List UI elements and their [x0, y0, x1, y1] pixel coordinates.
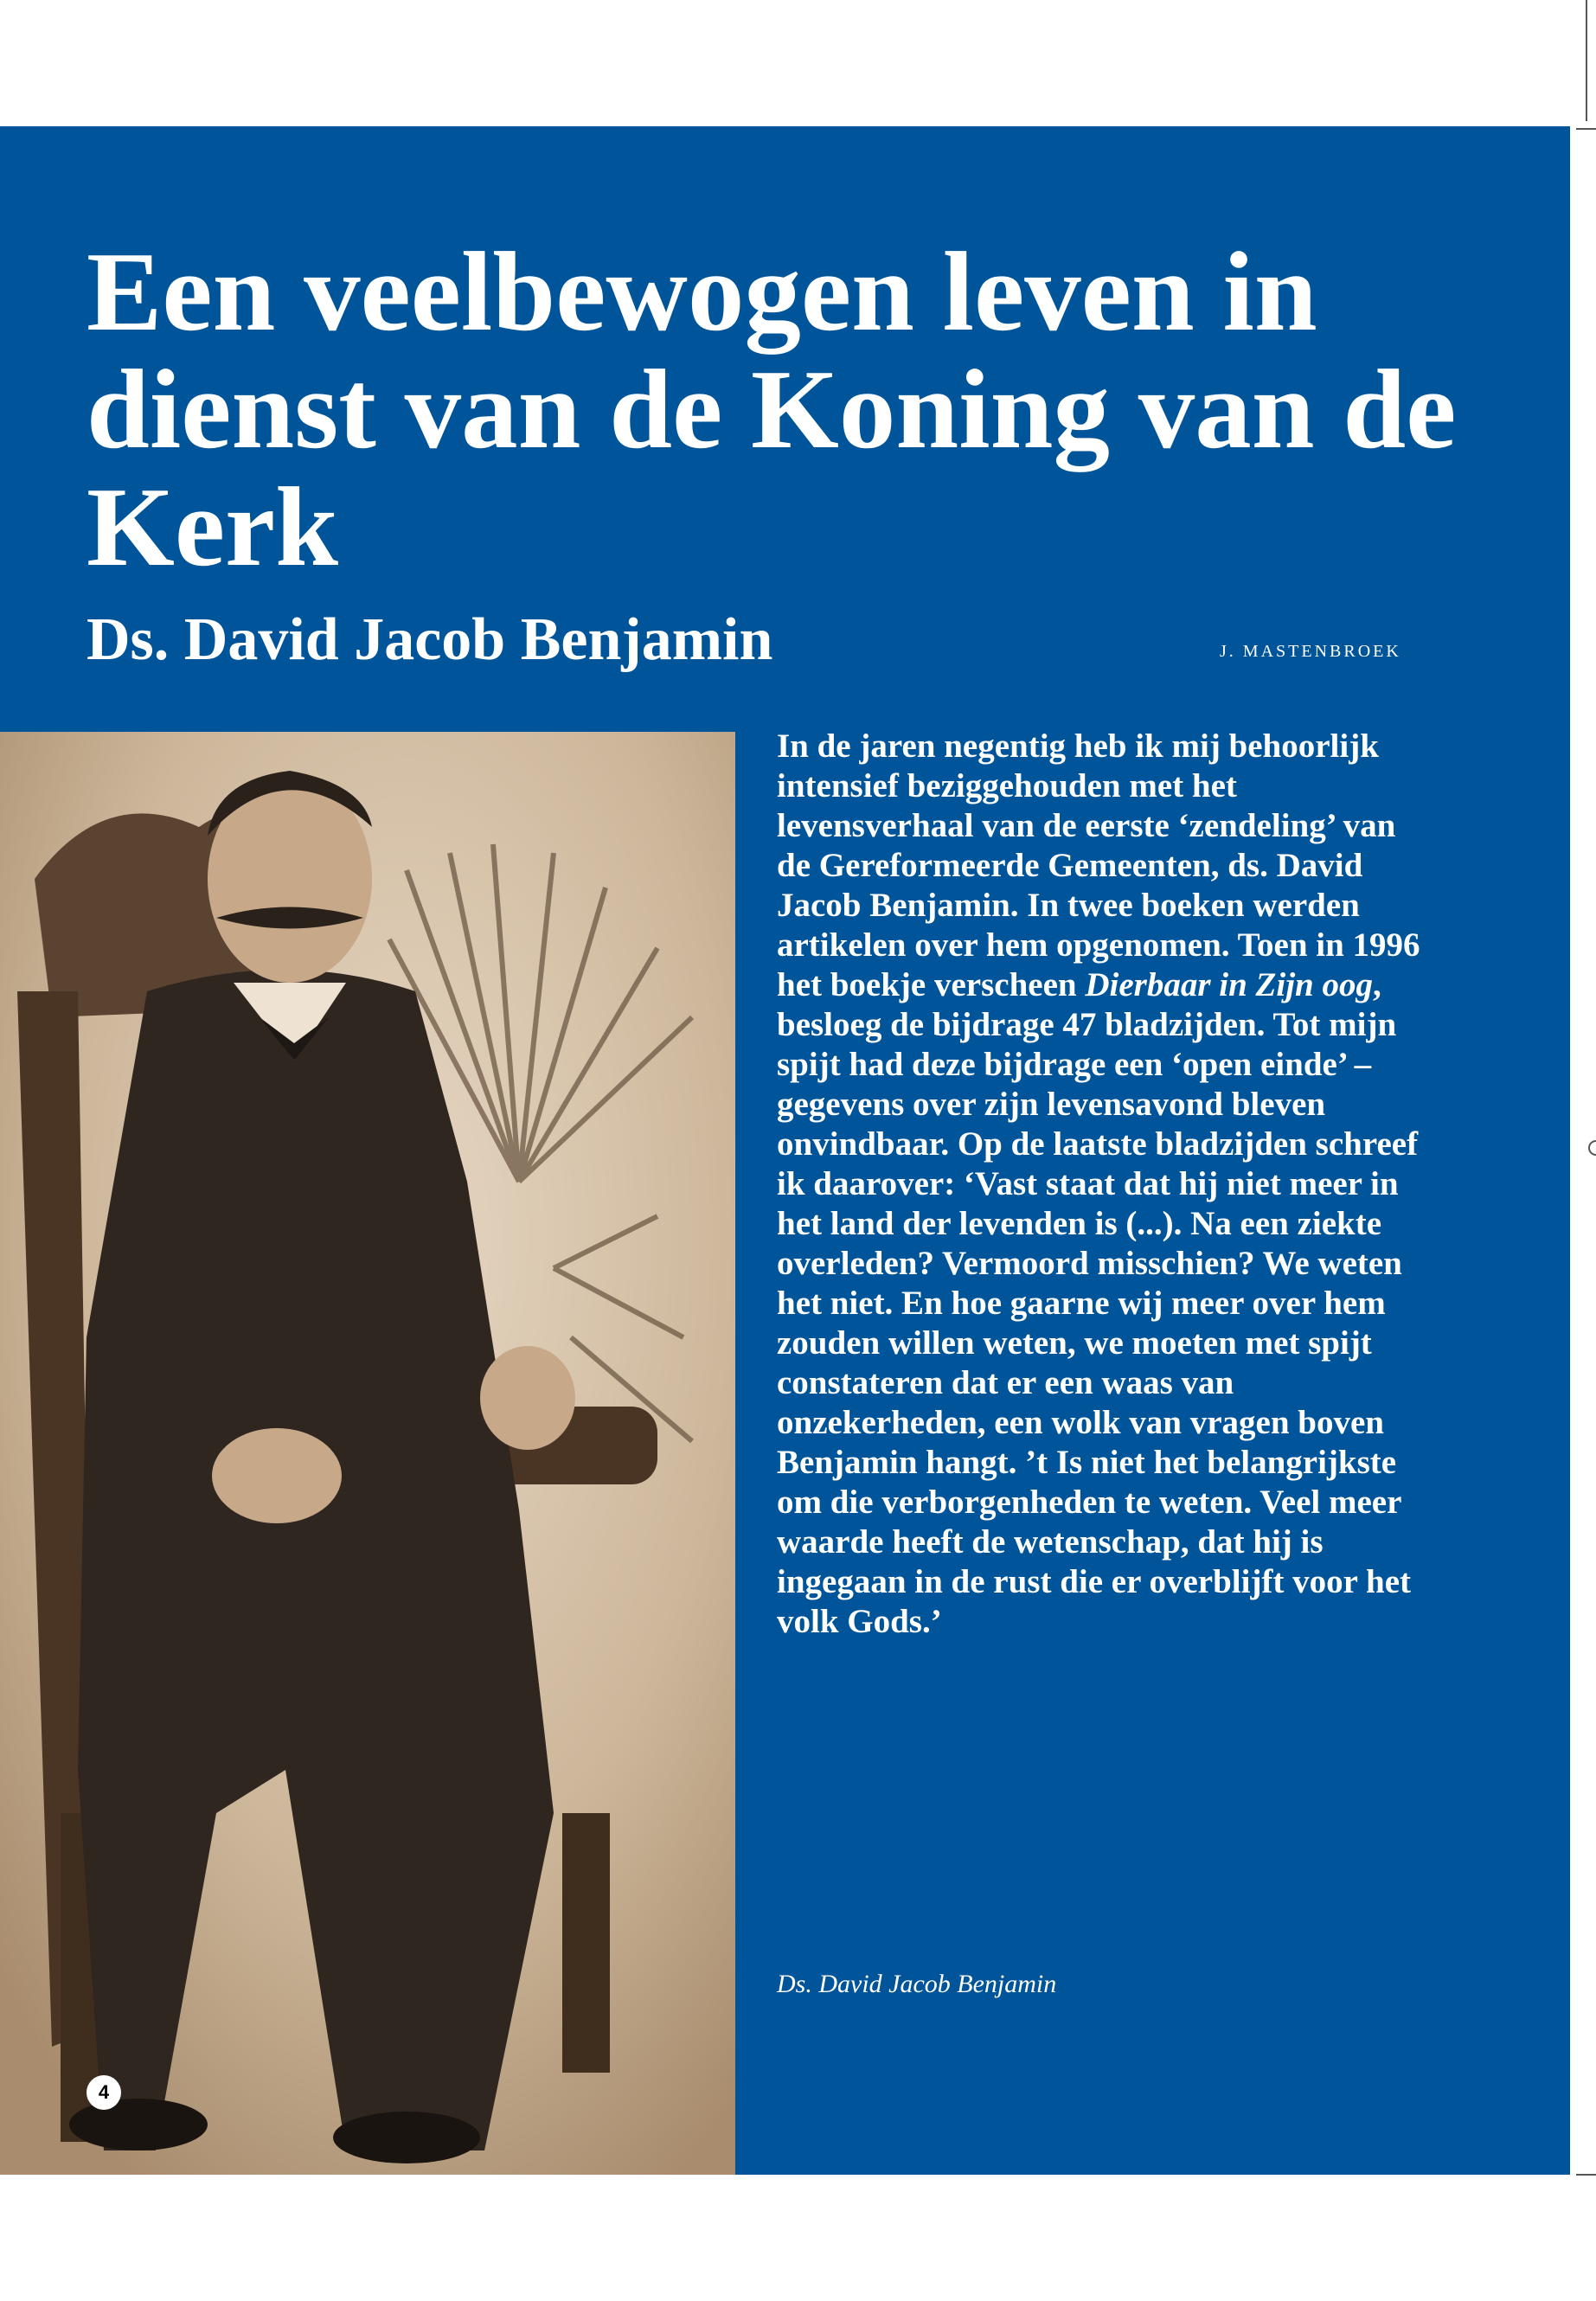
crop-mark	[1586, 0, 1587, 121]
article-title: Een veelbewogen leven in dienst van de Koning van de Kerk	[87, 229, 1457, 590]
article-subtitle: Ds. David Jacob Benjamin	[87, 606, 773, 673]
crop-mark	[1576, 2174, 1596, 2176]
book-title: Dierbaar in Zijn oog	[1085, 966, 1373, 1003]
page-number: 4	[87, 2075, 121, 2110]
registration-mark-icon	[1588, 1140, 1596, 1156]
author-byline: J. MASTENBROEK	[1220, 642, 1401, 661]
crop-mark	[1576, 128, 1596, 130]
portrait-photo	[0, 732, 735, 2175]
intro-paragraph: In de jaren negentig heb ik mij behoorlijk intensief beziggehouden met het levensverhaal van de eerste ‘zendeling’ van de Gereformeerde Gemeenten, ds. David Jacob Benjamin. In twee boeken werden artikelen over hem opgenomen. Toen in 1996 het boekje verscheen Dierbaar in Zijn oog, besloeg de bijdrage 47 bladzijden. Tot mijn spijt had deze bijdrage een ‘open einde’ – gegevens over zijn levensavond bleven onvindbaar. Op de laatste bladzijden schreef ik daarover: ‘Vast staat dat hij niet meer in het land der levenden is (...). Na een ziekte overleden? Vermoord misschien? We weten het niet. En hoe gaarne wij meer over hem zouden willen weten, we moeten met spijt constateren dat er een waas van onzekerheden, een wolk van vragen boven Benjamin hangt. ’t Is niet het belangrijkste om die verborgenheden te weten. Veel meer waarde heeft de wetenschap, dat hij is ingegaan in de rust die er overblijft voor het volk Gods.’	[777, 727, 1420, 1640]
photo-caption: Ds. David Jacob Benjamin	[777, 1970, 1057, 1998]
